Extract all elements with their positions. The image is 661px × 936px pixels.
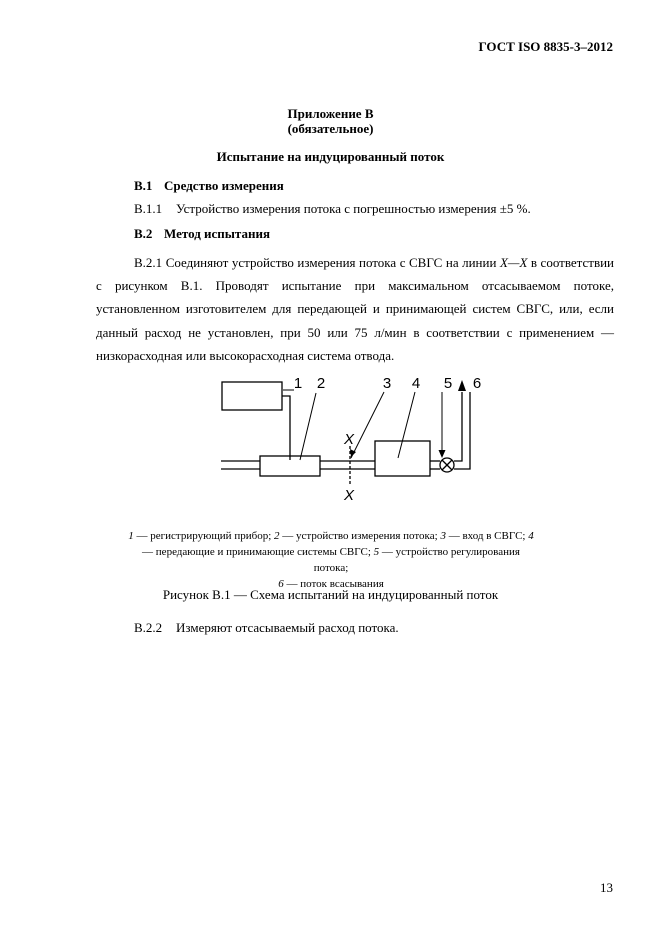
heading-b2-number: В.2 [134, 226, 153, 241]
callout-1: 1 [293, 375, 303, 392]
suction-outlet-inner [454, 392, 462, 461]
legend-text-6: — поток всасывания [286, 578, 384, 590]
leader-2 [300, 393, 316, 460]
clause-b2-1-text-a: Соединяют устройство измерения потока с СВГС на линии [165, 255, 497, 270]
clause-b1-1-text: Устройство измерения потока с погрешностью измерения ±5 %. [176, 201, 531, 216]
x-label-bottom: X [343, 487, 355, 504]
annex-title: Приложение В [287, 106, 374, 121]
clause-b2-1-text-b: в соответствии с рисунком В.1. Проводят испытание при максимальном отсасываемом потоке, установленном изготовителем для передающей и принимающей систем СВГС, или, если данный расход не установлен, при 50 или 75 л/мин в соответствии с применением — низкорасходная или высокорасходная система отвода. [96, 255, 615, 363]
arrow-5-head [439, 450, 446, 458]
clause-b2-2 [134, 620, 399, 636]
clause-b1-1-number: В.1.1 [134, 201, 163, 216]
standard-number: ГОСТ ISO 8835-3–2012 [478, 39, 613, 54]
heading-b1-title: Средство измерения [164, 178, 284, 193]
figure-legend [126, 528, 536, 592]
x-label-top: X [343, 431, 355, 448]
callout-5: 5 [443, 375, 453, 392]
clause-b2-2-text: Измеряют отсасываемый расход потока. [176, 620, 399, 635]
clause-b2-2-number: В.2.2 [134, 620, 163, 635]
annex-status: (обязательное) [287, 121, 374, 136]
legend-text-1: — регистрирующий прибор; [136, 530, 274, 542]
recording-device-link [282, 396, 290, 460]
legend-text-5: — устройство регулирования потока; [313, 546, 520, 574]
page-number: 13 [600, 880, 613, 895]
legend-num-3: 3 [440, 530, 446, 542]
callout-2: 2 [316, 375, 326, 392]
legend-num-4: 4 [528, 530, 534, 542]
clause-b2-1-line-label: X—X [499, 255, 528, 270]
legend-text-3: — вход в СВГС; [448, 530, 529, 542]
suction-arrow-head [458, 380, 466, 391]
legend-text-4: — передающие и принимающие системы СВГС; [142, 546, 374, 558]
legend-num-1: 1 [128, 530, 134, 542]
heading-b2-title: Метод испытания [164, 226, 270, 241]
transfer-system-box [375, 441, 430, 476]
legend-num-6: 6 [278, 578, 284, 590]
legend-num-5: 5 [373, 546, 380, 558]
figure-title: Рисунок В.1 — Схема испытаний на индуцированный поток [162, 587, 499, 602]
callout-6: 6 [472, 375, 482, 392]
recording-device-box [222, 382, 282, 410]
callout-4: 4 [411, 375, 421, 392]
clause-b2-1-number: В.2.1 [134, 255, 163, 270]
legend-num-2: 2 [274, 530, 280, 542]
section-title: Испытание на индуцированный поток [216, 149, 445, 164]
callout-3: 3 [382, 375, 392, 392]
leader-3 [351, 392, 384, 458]
legend-text-2: — устройство измерения потока; [282, 530, 441, 542]
heading-b1-number: В.1 [134, 178, 153, 193]
leader-4 [398, 392, 415, 458]
